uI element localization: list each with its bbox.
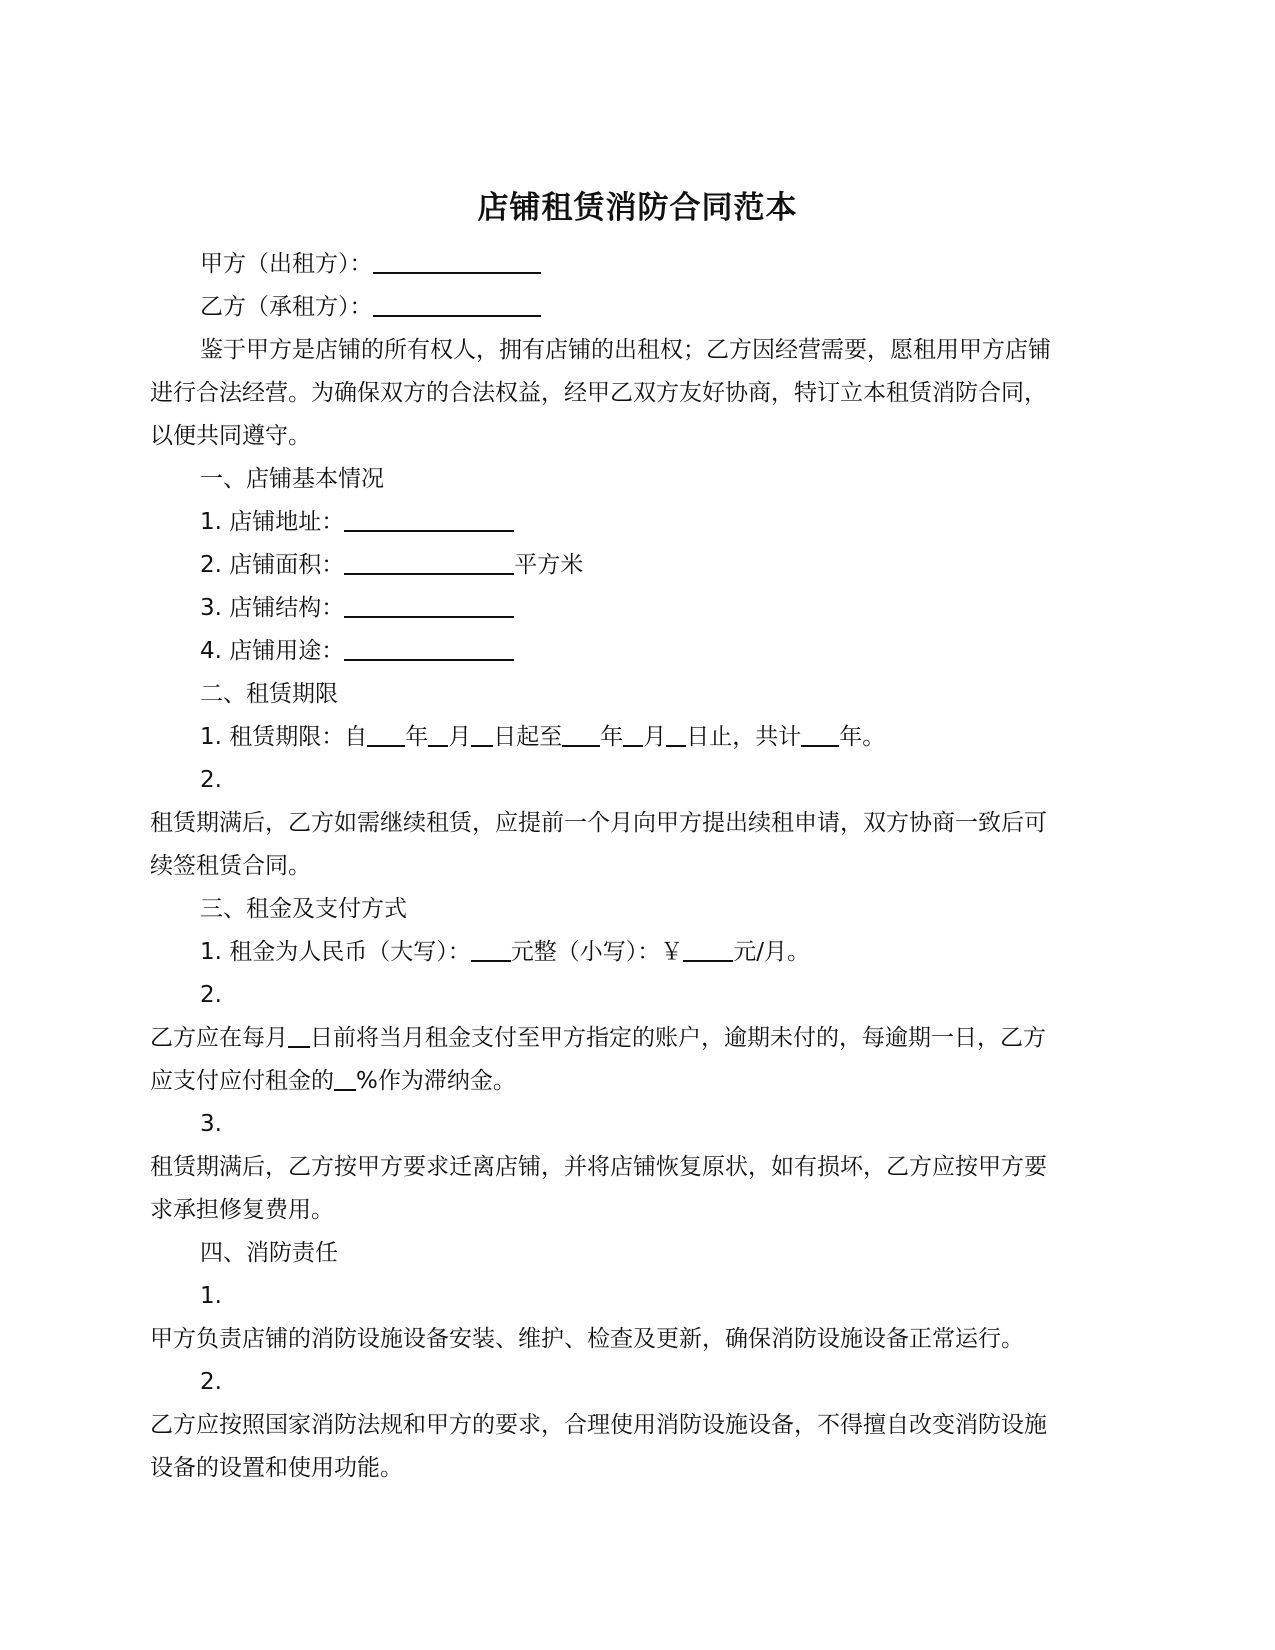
rent-text-1: 1. 租金为人民币（大写）：: [200, 939, 471, 965]
lease-term-text-5: 年: [600, 724, 624, 750]
shop-usage-line: [150, 630, 1130, 673]
lease-term-text-4: 日起至: [493, 724, 563, 750]
late-fee-percent-blank[interactable]: [334, 1063, 356, 1091]
shop-address-label: 1. 店铺地址：: [200, 509, 345, 535]
rent-item-3-number: 3.: [200, 1111, 222, 1137]
rent-number-blank[interactable]: [683, 934, 733, 962]
lease-term-text-8: 年。: [839, 724, 886, 750]
lease-item-2-number: 2.: [200, 767, 222, 793]
late-fee-text-1: 应支付应付租金的: [150, 1068, 334, 1094]
lease-term-text-3: 月: [448, 724, 472, 750]
lease-renewal-line-2: 续签租赁合同。: [150, 853, 311, 879]
shop-structure-line: [150, 587, 1130, 630]
start-day-blank[interactable]: [471, 719, 493, 747]
end-day-blank[interactable]: [666, 719, 686, 747]
shop-area-blank[interactable]: [344, 547, 514, 575]
shop-usage-label: 4. 店铺用途：: [200, 638, 345, 664]
preamble-line-2: 进行合法经营。为确保双方的合法权益，经甲乙双方友好协商，特订立本租赁消防合同，: [150, 380, 1047, 406]
party-a-label: 甲方（出租方）：: [200, 251, 373, 277]
lease-term-line: [150, 716, 1130, 759]
section-4-heading: 四、消防责任: [200, 1240, 338, 1266]
fire-item-1-number: 1.: [200, 1283, 222, 1309]
shop-structure-label: 3. 店铺结构：: [200, 595, 345, 621]
section-3-heading: 三、租金及支付方式: [200, 896, 407, 922]
shop-usage-blank[interactable]: [344, 633, 514, 661]
section-1-heading: 一、店铺基本情况: [200, 466, 384, 492]
start-month-blank[interactable]: [428, 719, 448, 747]
lease-term-text-6: 月: [643, 724, 667, 750]
restore-line-1: 租赁期满后，乙方按甲方要求迁离店铺，并将店铺恢复原状，如有损坏，乙方应按甲方要: [150, 1154, 1047, 1180]
shop-area-line: [150, 544, 1130, 587]
rent-uppercase-blank[interactable]: [471, 934, 511, 962]
total-years-blank[interactable]: [801, 719, 839, 747]
rent-amount-line: [150, 931, 1130, 974]
rent-text-2: 元整（小写）：￥: [510, 939, 684, 965]
shop-address-blank[interactable]: [344, 504, 514, 532]
rent-payment-text-1: 乙方应在每月: [150, 1025, 288, 1051]
restore-line-2: 求承担修复费用。: [150, 1197, 334, 1223]
party-b-blank[interactable]: [373, 289, 541, 317]
document-body: [150, 243, 1130, 1490]
fire-usage-line-2: 设备的设置和使用功能。: [150, 1455, 403, 1481]
start-year-blank[interactable]: [367, 719, 405, 747]
party-a-blank[interactable]: [373, 246, 541, 274]
section-2-heading: 二、租赁期限: [200, 681, 338, 707]
shop-area-unit: 平方米: [514, 552, 584, 578]
fire-usage-line-1: 乙方应按照国家消防法规和甲方的要求，合理使用消防设施设备，不得擅自改变消防设施: [150, 1412, 1047, 1438]
lease-term-text-7: 日止，共计: [686, 724, 802, 750]
end-year-blank[interactable]: [562, 719, 600, 747]
rent-item-2-number: 2.: [200, 982, 222, 1008]
lease-term-text-1: 1. 租赁期限：自: [200, 724, 368, 750]
shop-area-label: 2. 店铺面积：: [200, 552, 345, 578]
party-a-line: [150, 243, 1130, 286]
rent-text-3: 元/月。: [733, 939, 811, 965]
preamble-line-3: 以便共同遵守。: [150, 423, 311, 449]
shop-structure-blank[interactable]: [344, 590, 514, 618]
end-month-blank[interactable]: [623, 719, 643, 747]
party-b-label: 乙方（承租方）：: [200, 294, 373, 320]
party-b-line: [150, 286, 1130, 329]
lease-term-text-2: 年: [405, 724, 429, 750]
shop-address-line: [150, 501, 1130, 544]
rent-payment-text-2: 日前将当月租金支付至甲方指定的账户，逾期未付的，每逾期一日，乙方: [310, 1025, 1046, 1051]
document-title: 店铺租赁消防合同范本: [477, 190, 798, 226]
rent-payment-line-1: [150, 1017, 1130, 1060]
lease-renewal-line-1: 租赁期满后，乙方如需继续租赁，应提前一个月向甲方提出续租申请，双方协商一致后可: [150, 810, 1047, 836]
payment-day-blank[interactable]: [288, 1020, 310, 1048]
fire-duty-line-1: 甲方负责店铺的消防设施设备安装、维护、检查及更新，确保消防设施设备正常运行。: [150, 1326, 1024, 1352]
rent-payment-line-2: [150, 1060, 1130, 1103]
preamble-line-1: 鉴于甲方是店铺的所有权人，拥有店铺的出租权；乙方因经营需要，愿租用甲方店铺: [200, 337, 1051, 363]
late-fee-text-2: %作为滞纳金。: [356, 1068, 516, 1094]
fire-item-2-number: 2.: [200, 1369, 222, 1395]
